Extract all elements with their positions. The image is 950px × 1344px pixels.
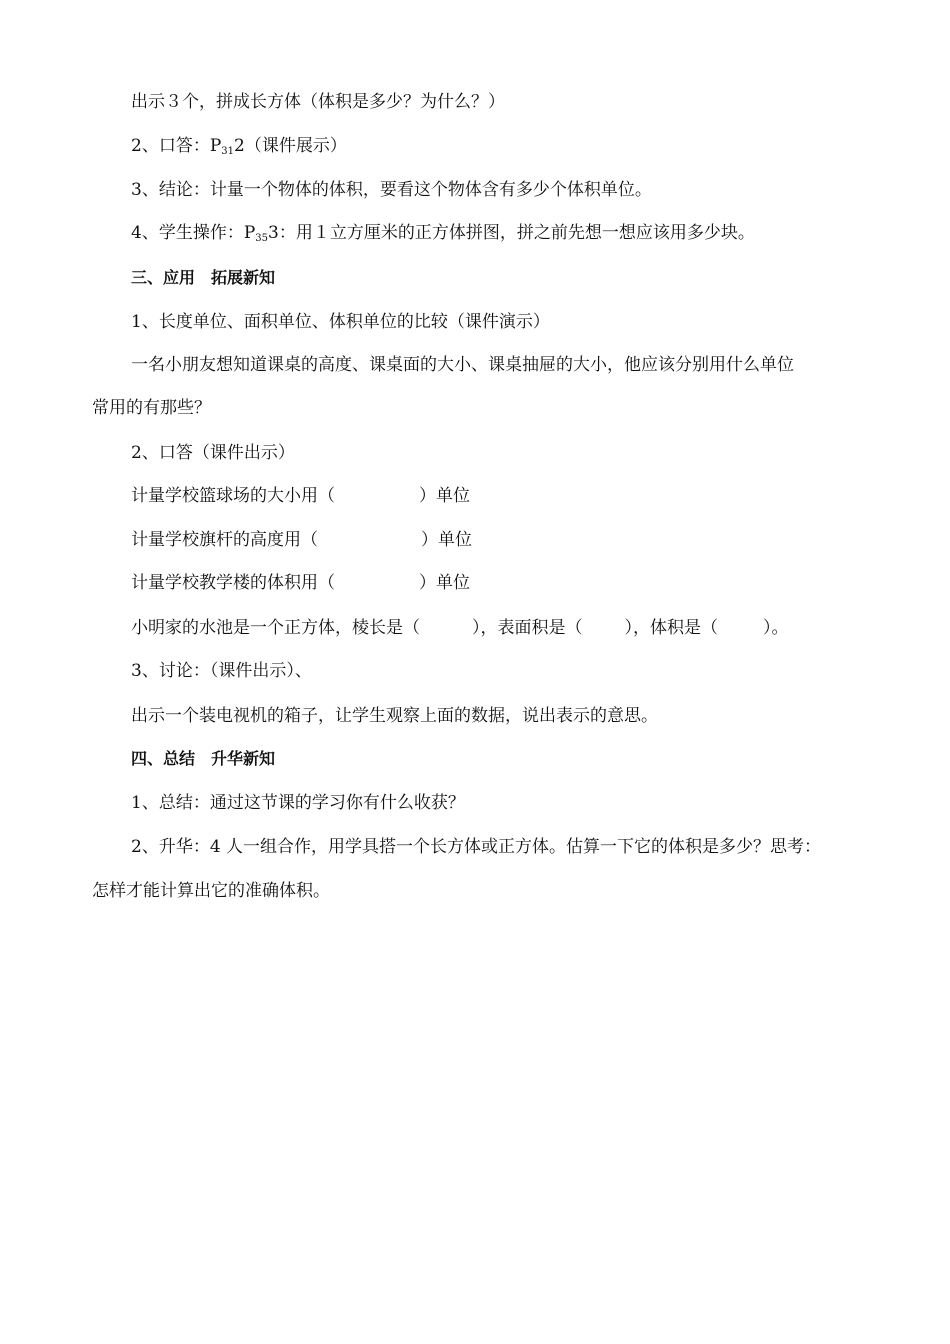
text: 2、升华：4 人一组合作，用学具搭一个长方体或正方体。估算一下它的体积是多少？思考： xyxy=(131,837,822,857)
fill-blank-line xyxy=(131,485,470,507)
text-line xyxy=(131,442,295,464)
text: ）。 xyxy=(763,618,789,638)
text: 计量学校篮球场的大小用（ xyxy=(131,486,335,506)
text: 2（课件展示） xyxy=(234,136,347,156)
text-line xyxy=(131,311,550,333)
text-line xyxy=(92,880,330,902)
fill-blank-line xyxy=(131,617,789,639)
text: 2、口答（课件出示） xyxy=(131,443,295,463)
text: 怎样才能计算出它的准确体积。 xyxy=(92,881,330,901)
text: 计量学校教学楼的体积用（ xyxy=(131,573,335,593)
text: 4、学生操作：P xyxy=(131,223,256,243)
text: ），表面积是（ xyxy=(472,618,583,638)
text-line xyxy=(131,660,312,682)
fill-blank-line xyxy=(131,572,470,594)
heading-text: 四、总结 升华新知 xyxy=(131,749,276,768)
text: 3、结论：计量一个物体的体积，要看这个物体含有多少个体积单位。 xyxy=(131,180,652,200)
text-line xyxy=(131,354,794,376)
text-line xyxy=(131,705,658,727)
text: 计量学校旗杆的高度用（ xyxy=(131,530,318,550)
text-line xyxy=(131,135,347,163)
subscript: 31 xyxy=(221,146,234,157)
text: ）单位 xyxy=(421,530,472,550)
text-line xyxy=(131,179,652,201)
text: 3、讨论：（课件出示）、 xyxy=(131,661,312,681)
text: 1、长度单位、面积单位、体积单位的比较（课件演示） xyxy=(131,312,550,332)
text: ），体积是（ xyxy=(624,618,718,638)
text: 出示一个装电视机的箱子，让学生观察上面的数据，说出表示的意思。 xyxy=(131,706,658,726)
text: 3：用１立方厘米的正方体拼图，拼之前先想一想应该用多少块。 xyxy=(268,223,755,243)
section-heading xyxy=(131,267,275,289)
text-line xyxy=(92,397,211,419)
subscript: 35 xyxy=(255,233,268,244)
text-line xyxy=(131,836,821,858)
text: ）单位 xyxy=(419,573,470,593)
text: ）单位 xyxy=(419,486,470,506)
text: 1、总结：通过这节课的学习你有什么收获？ xyxy=(131,793,465,813)
text: 常用的有那些？ xyxy=(92,398,211,418)
text-line xyxy=(131,792,465,814)
text: 2、口答：P xyxy=(131,136,222,156)
section-heading xyxy=(131,748,275,770)
text: 出示３个，拼成长方体（体积是多少？为什么？） xyxy=(131,92,505,112)
text-line xyxy=(131,222,755,250)
text-line xyxy=(131,91,505,113)
text: 小明家的水池是一个正方体，棱长是（ xyxy=(131,618,420,638)
text: 一名小朋友想知道课桌的高度、课桌面的大小、课桌抽屉的大小，他应该分别用什么单位 xyxy=(131,355,794,375)
heading-text: 三、应用 拓展新知 xyxy=(131,268,276,287)
fill-blank-line xyxy=(131,529,472,551)
